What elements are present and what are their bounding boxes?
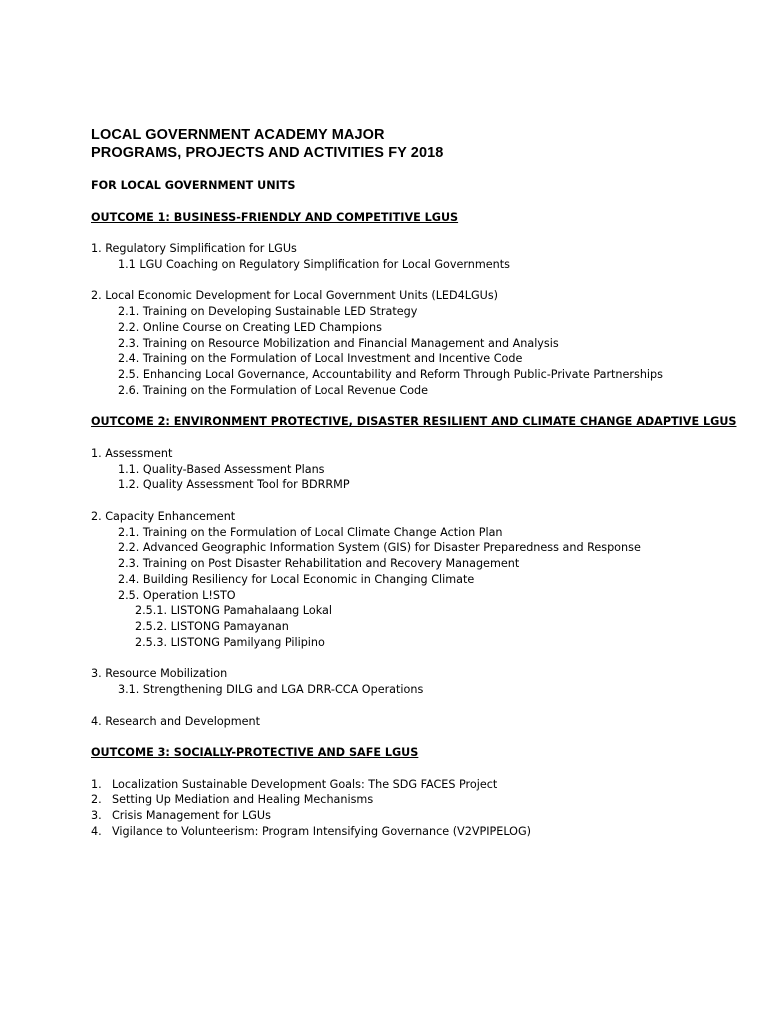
list-item-text: Vigilance to Volunteerism: Program Intensifying Governance (V2VPIPELOG) <box>112 824 532 838</box>
section-heading: FOR LOCAL GOVERNMENT UNITS <box>91 179 296 192</box>
list-item-number: 4. <box>91 824 102 838</box>
list-item <box>91 777 751 793</box>
list-item: 2.4. Training on the Formulation of Local Investment and Incentive Code <box>118 352 523 366</box>
list-item: 2.6. Training on the Formulation of Local Revenue Code <box>118 383 429 397</box>
list-item: 3.1. Strengthening DILG and LGA DRR-CCA Operations <box>118 683 424 696</box>
list-item-number: 2. <box>91 793 102 807</box>
list-item <box>91 808 751 824</box>
title-line-1: LOCAL GOVERNMENT ACADEMY MAJOR <box>91 127 385 143</box>
list-item-number: 3. <box>91 809 102 822</box>
list-item: 2.4. Building Resiliency for Local Economic in Changing Climate <box>118 572 475 586</box>
list-item: 1.1. Quality-Based Assessment Plans <box>118 462 325 476</box>
list-item: 1.2. Quality Assessment Tool for BDRRMP <box>118 478 350 492</box>
list-item: 2.2. Online Course on Creating LED Champions <box>118 320 382 334</box>
list-item: 2.5.3. LISTONG Pamilyang Pilipino <box>135 635 325 649</box>
list-item: 1. Regulatory Simplification for LGUs <box>91 242 297 255</box>
list-item-text: Crisis Management for LGUs <box>112 809 271 822</box>
document-body <box>91 178 751 840</box>
outcome-3-heading: OUTCOME 3: SOCIALLY-PROTECTIVE AND SAFE LGUS <box>91 746 419 759</box>
list-item: 2. Local Economic Development for Local Government Units (LED4LGUs) <box>91 289 499 303</box>
list-item-text: Setting Up Mediation and Healing Mechanisms <box>112 793 374 807</box>
outcome-2-heading: OUTCOME 2: ENVIRONMENT PROTECTIVE, DISASTER RESILIENT AND CLIMATE CHANGE ADAPTIVE LGUS <box>91 415 737 429</box>
outcome-1-heading: OUTCOME 1: BUSINESS-FRIENDLY AND COMPETITIVE LGUS <box>91 210 459 224</box>
list-item: 2.3. Training on Resource Mobilization and Financial Management and Analysis <box>118 336 559 350</box>
list-item <box>91 792 751 808</box>
list-item: 1. Assessment <box>91 446 173 460</box>
list-item: 2.1. Training on Developing Sustainable LED Strategy <box>118 305 418 318</box>
list-item: 2.5.2. LISTONG Pamayanan <box>135 620 289 633</box>
list-item: 2.3. Training on Post Disaster Rehabilitation and Recovery Management <box>118 557 520 570</box>
list-item <box>91 824 751 840</box>
list-item: 2.5. Operation L!STO <box>118 588 236 602</box>
list-item: 2.5.1. LISTONG Pamahalaang Lokal <box>135 604 332 618</box>
list-item: 2. Capacity Enhancement <box>91 509 236 523</box>
list-item: 2.1. Training on the Formulation of Local Climate Change Action Plan <box>118 525 503 539</box>
list-item: 4. Research and Development <box>91 714 261 728</box>
list-item: 3. Resource Mobilization <box>91 667 228 681</box>
list-item: 2.5. Enhancing Local Governance, Accountability and Reform Through Public-Private Partnerships <box>118 368 663 381</box>
list-item-text: Localization Sustainable Development Goals: The SDG FACES Project <box>112 777 498 791</box>
list-item-number: 1. <box>91 777 102 791</box>
title-line-2: PROGRAMS, PROJECTS AND ACTIVITIES FY 2018 <box>91 145 444 161</box>
document-title <box>91 126 443 162</box>
list-item: 2.2. Advanced Geographic Information System (GIS) for Disaster Preparedness and Response <box>118 541 641 555</box>
list-item: 1.1 LGU Coaching on Regulatory Simplification for Local Governments <box>118 257 510 271</box>
